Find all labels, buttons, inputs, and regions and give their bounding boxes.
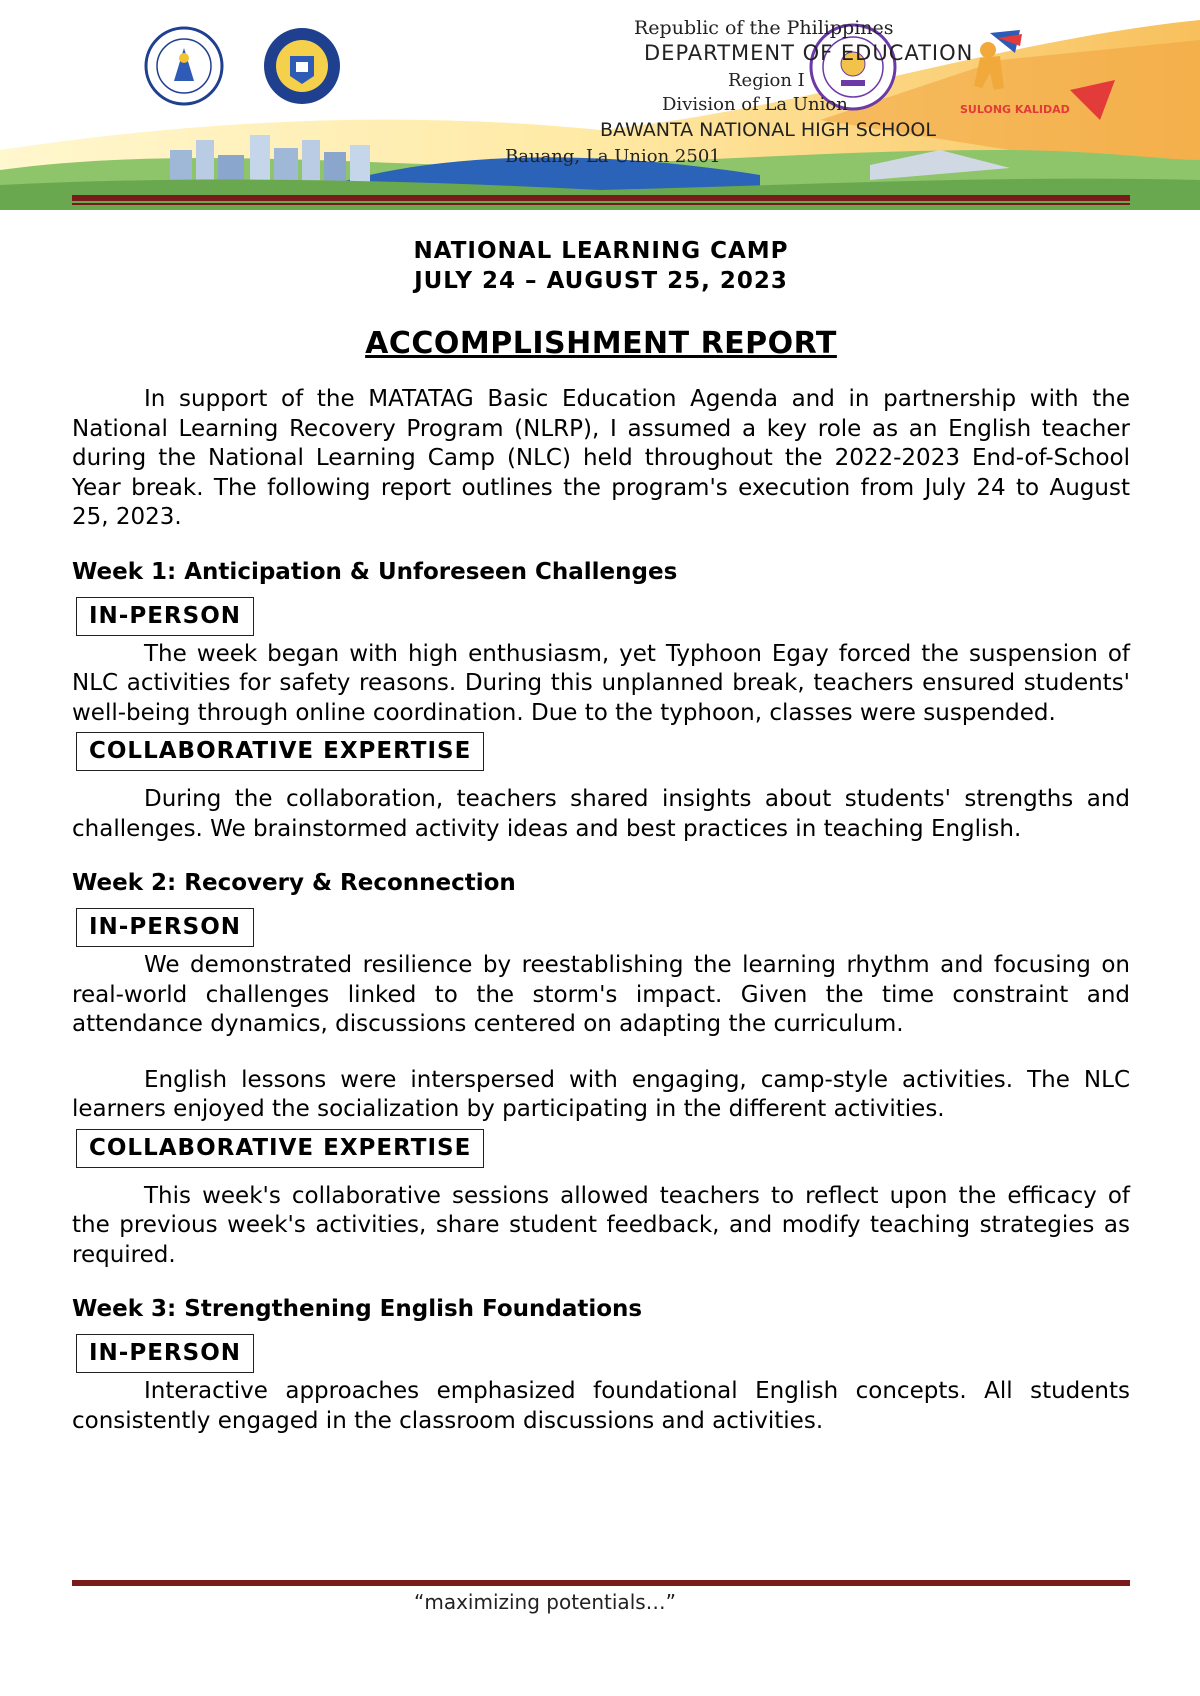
letterhead-banner — [0, 0, 1200, 210]
week-2-in-person-text-2: English lessons were interspersed with engaging, camp-style activities. The NLC learners enjoyed the socialization by participating in the different activities. — [72, 1066, 1130, 1122]
week-1-collab-label: COLLABORATIVE EXPERTISE — [76, 732, 484, 771]
week-2-in-person-label: IN-PERSON — [76, 908, 254, 947]
republic-line: Republic of the Philippines — [634, 17, 894, 39]
week-2-collab-label: COLLABORATIVE EXPERTISE — [76, 1129, 484, 1168]
footer-rule — [72, 1580, 1130, 1586]
division-line: Division of La Union — [662, 94, 848, 115]
week-2-collab-text: This week's collaborative sessions allowed teachers to reflect upon the efficacy of the previous week's activities, share student feedback, and modify teaching strategies as required. — [72, 1182, 1130, 1268]
report-title: ACCOMPLISHMENT REPORT — [365, 326, 837, 361]
week-1-in-person-text: The week began with high enthusiasm, yet Typhoon Egay forced the suspension of NLC activities for safety reasons. During this unplanned break, teachers ensured students' well-being through online coordination. Due to the typhoon, classes were suspended. — [72, 640, 1130, 726]
deped-region1-seal-icon — [262, 26, 342, 106]
address-line: Bauang, La Union 2501 — [505, 146, 721, 167]
region-line: Region I — [728, 70, 805, 91]
department-line: DEPARTMENT OF EDUCATION — [644, 41, 974, 65]
report-body — [72, 236, 1130, 1436]
sulong-logo-text: SULONG KALIDAD — [960, 103, 1070, 116]
camp-title: NATIONAL LEARNING CAMP — [413, 238, 789, 264]
week-2-in-person-text: We demonstrated resilience by reestablishing the learning rhythm and focusing on real-world challenges linked to the storm's impact. Given the time constraint and attendance dynamics, discussions centered on adapting the curriculum. — [72, 952, 1130, 1037]
week-3-in-person-text: Interactive approaches emphasized foundational English concepts. All students consistently engaged in the classroom discussions and activities. — [72, 1378, 1130, 1434]
week-1-in-person-label: IN-PERSON — [76, 597, 254, 636]
week-1-collab-text: During the collaboration, teachers shared insights about students' strengths and challenges. We brainstormed activity ideas and best practices in teaching English. — [72, 786, 1130, 842]
week-3-in-person-label: IN-PERSON — [76, 1334, 254, 1373]
week-1-heading: Week 1: Anticipation & Unforeseen Challenges — [72, 558, 678, 585]
school-name-line: BAWANTA NATIONAL HIGH SCHOOL — [600, 119, 936, 141]
footer-motto: “maximizing potentials…” — [413, 1590, 677, 1614]
sulong-edukalidad-logo-icon — [960, 28, 1030, 103]
camp-dates: JULY 24 – AUGUST 25, 2023 — [414, 268, 788, 294]
header-rule-thin — [72, 203, 1130, 205]
deped-seal-icon — [144, 26, 224, 106]
intro-paragraph: In support of the MATATAG Basic Education Agenda and in partnership with the National Learning Recovery Program (NLRP), I assumed a key role as an English teacher during the National Learning Camp (NLC) held throughout the 2022-2023 End-of-School Year break. The following report outlines the program's execution from July 24 to August 25, 2023. — [72, 386, 1130, 530]
week-2-heading: Week 2: Recovery & Reconnection — [72, 870, 516, 896]
header-rule — [72, 195, 1130, 201]
week-3-heading: Week 3: Strengthening English Foundations — [72, 1296, 643, 1322]
